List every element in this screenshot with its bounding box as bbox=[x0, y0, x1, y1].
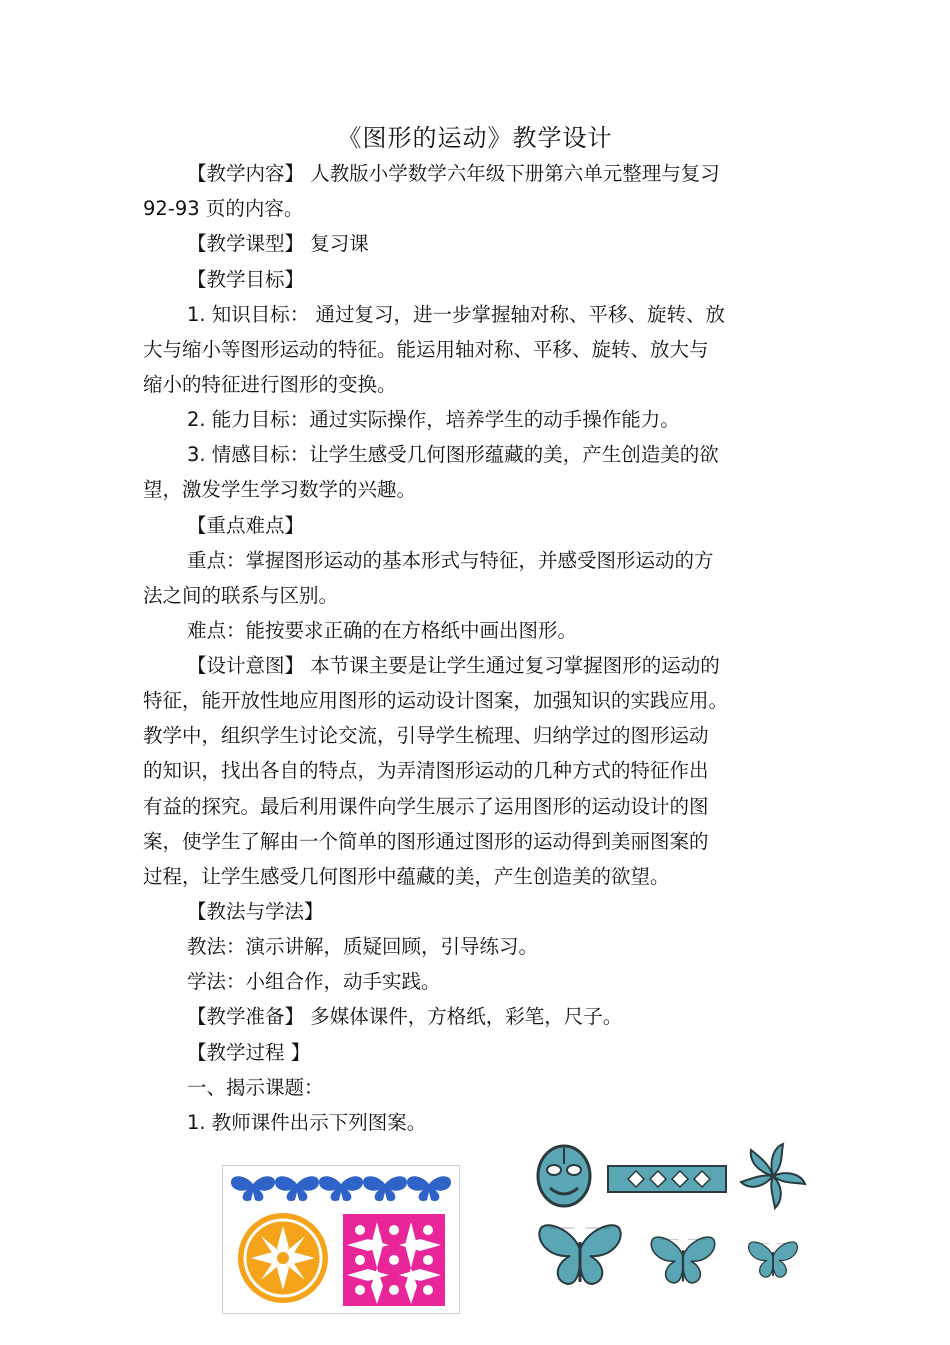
para-design-intent-6: 案，使学生了解由一个简单的图形通过图形的运动得到美丽图案的 bbox=[143, 830, 709, 853]
para-emotion-goal-2: 望，激发学生学习数学的兴趣。 bbox=[143, 478, 417, 501]
para-design-intent-4: 的知识，找出各自的特点，为弄清图形运动的几种方式的特征作出 bbox=[143, 759, 709, 782]
para-knowledge-goal-3: 缩小的特征进行图形的变换。 bbox=[143, 373, 397, 396]
para-content-label: 【教学内容】 人教版小学数学六年级下册第六单元整理与复习 bbox=[187, 162, 720, 185]
para-key-point-2: 法之间的联系与区别。 bbox=[143, 584, 339, 607]
para-difficulty: 难点：能按要求正确的在方格纸中画出图形。 bbox=[187, 619, 578, 642]
butterfly-medium bbox=[651, 1237, 714, 1283]
butterfly-row bbox=[231, 1176, 451, 1201]
heading-key-points: 【重点难点】 bbox=[187, 514, 305, 537]
para-ability-goal: 2. 能力目标：通过实际操作，培养学生的动手操作能力。 bbox=[187, 408, 680, 431]
transform-illustration bbox=[530, 1140, 820, 1305]
para-design-intent-7: 过程，让学生感受几何图形中蕴藏的美，产生创造美的欲望。 bbox=[143, 865, 670, 888]
para-design-intent: 【设计意图】 本节课主要是让学生通过复习掌握图形的运动的 bbox=[187, 654, 720, 677]
opera-mask bbox=[538, 1146, 590, 1206]
para-design-intent-3: 教学中，组织学生讨论交流，引导学生梳理、归纳学过的图形运动 bbox=[143, 724, 709, 747]
butterfly-small bbox=[749, 1242, 798, 1277]
document-title: 《图形的运动》教学设计 bbox=[337, 124, 613, 152]
para-key-point: 重点：掌握图形运动的基本形式与特征，并感受图形运动的方 bbox=[187, 549, 714, 572]
para-design-intent-5: 有益的探究。最后利用课件向学生展示了运用图形的运动设计的图 bbox=[143, 795, 709, 818]
para-knowledge-goal-2: 大与缩小等图形运动的特征。能运用轴对称、平移、旋转、放大与 bbox=[143, 338, 709, 361]
pattern-figure-right bbox=[530, 1140, 820, 1305]
butterfly-large bbox=[539, 1225, 620, 1284]
para-lesson-type: 【教学课型】 复习课 bbox=[187, 232, 369, 255]
rhombus-strip bbox=[608, 1166, 726, 1192]
heading-process: 【教学过程 】 bbox=[187, 1041, 311, 1064]
orange-rosette bbox=[238, 1213, 328, 1303]
heading-objectives: 【教学目标】 bbox=[187, 268, 305, 291]
heading-methods: 【教法与学法】 bbox=[187, 900, 324, 923]
para-learning-method: 学法：小组合作，动手实践。 bbox=[187, 970, 441, 993]
para-knowledge-goal: 1. 知识目标： 通过复习，进一步掌握轴对称、平移、旋转、放 bbox=[187, 303, 726, 326]
para-step-one-1: 1. 教师课件出示下列图案。 bbox=[187, 1111, 427, 1134]
pattern-figure-left bbox=[222, 1165, 460, 1314]
pattern-illustration bbox=[223, 1166, 459, 1313]
magenta-pattern bbox=[343, 1214, 445, 1306]
para-step-one: 一、揭示课题： bbox=[187, 1076, 324, 1099]
para-emotion-goal: 3. 情感目标：让学生感受几何图形蕴藏的美，产生创造美的欲 bbox=[187, 443, 719, 466]
para-preparation: 【教学准备】 多媒体课件，方格纸，彩笔，尺子。 bbox=[187, 1005, 623, 1028]
para-content-cont: 92-93 页的内容。 bbox=[143, 197, 304, 220]
bauhinia-flower bbox=[741, 1144, 805, 1208]
para-design-intent-2: 特征，能开放性地应用图形的运动设计图案，加强知识的实践应用。 bbox=[143, 689, 729, 712]
para-teaching-method: 教法：演示讲解，质疑回顾，引导练习。 bbox=[187, 935, 539, 958]
